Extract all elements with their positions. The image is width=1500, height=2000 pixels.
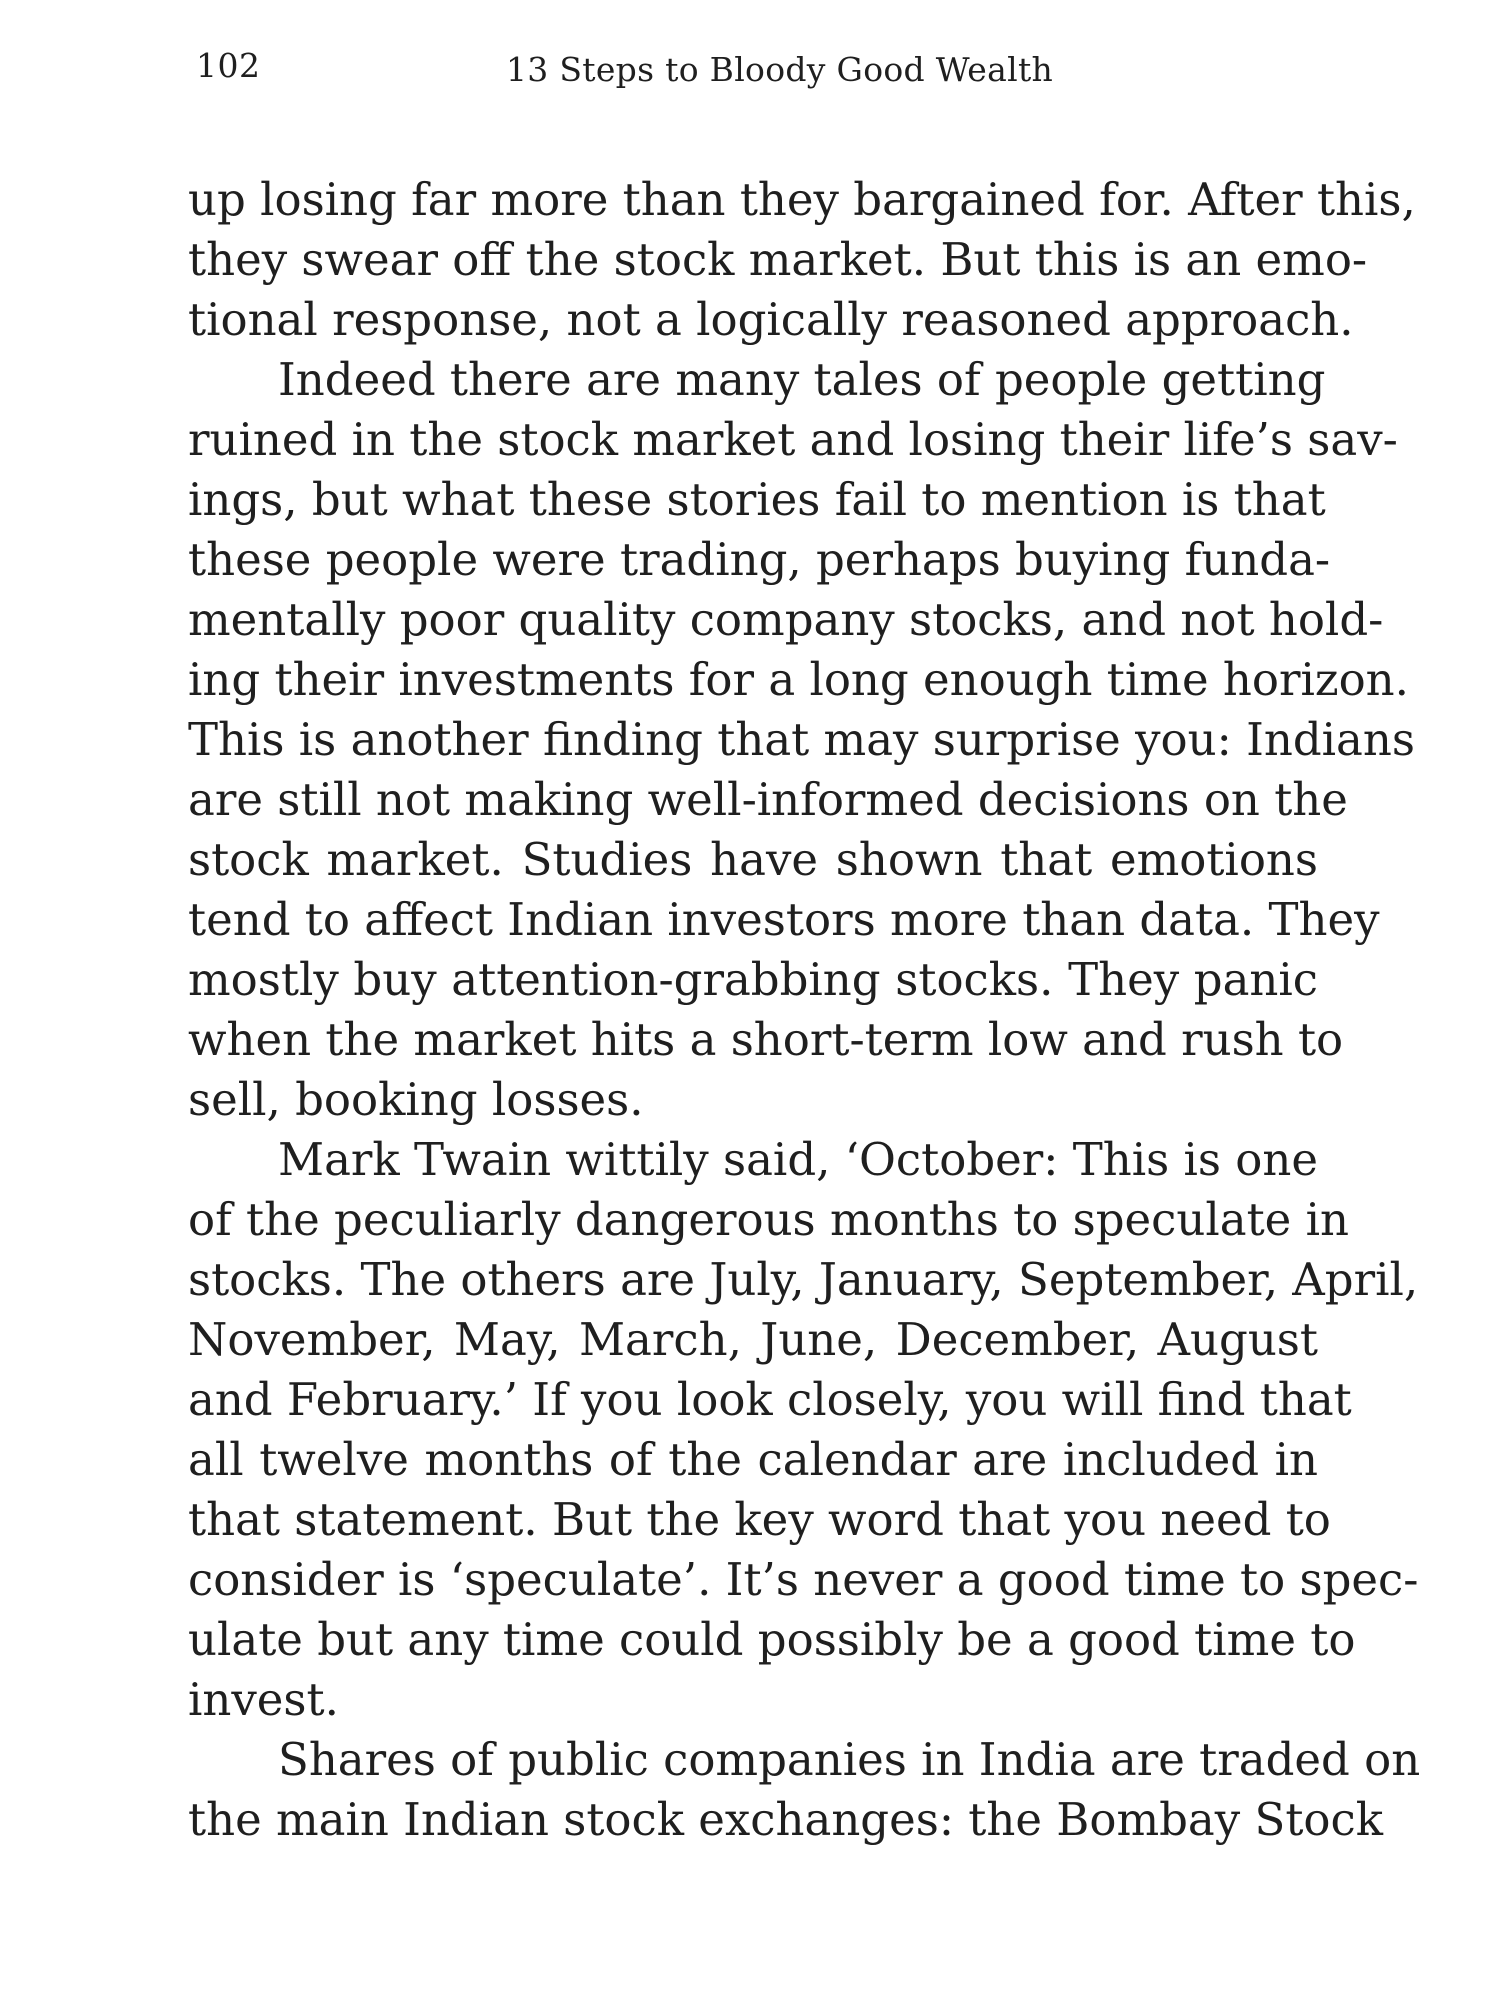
text-line: stock market. Studies have shown that emotions (188, 833, 1318, 886)
running-title: 13 Steps to Bloody Good Wealth (506, 50, 1054, 89)
text-line: mostly buy attention-grabbing stocks. They panic (188, 953, 1318, 1006)
text-line: are still not making well-informed decisions on the (188, 773, 1348, 826)
text-line: ruined in the stock market and losing their life’s sav- (188, 413, 1398, 466)
page-number: 102 (196, 46, 261, 85)
text-line: all twelve months of the calendar are included in (188, 1433, 1318, 1486)
text-line: ings, but what these stories fail to mention is that (188, 473, 1326, 526)
text-line: that statement. But the key word that you need to (188, 1493, 1331, 1546)
text-line: invest. (188, 1673, 339, 1726)
text-line: ulate but any time could possibly be a good time to (188, 1613, 1356, 1666)
text-line: and February.’ If you look closely, you will find that (188, 1373, 1352, 1426)
text-line: mentally poor quality company stocks, and not hold- (188, 593, 1384, 646)
text-line: This is another finding that may surprise you: Indians (188, 713, 1415, 766)
text-line: November, May, March, June, December, August (188, 1313, 1318, 1366)
text-line: Mark Twain wittily said, ‘October: This is one (278, 1133, 1319, 1186)
text-line: stocks. The others are July, January, September, April, (188, 1253, 1419, 1306)
text-line: the main Indian stock exchanges: the Bombay Stock (188, 1793, 1383, 1846)
text-line: sell, booking losses. (188, 1073, 644, 1126)
text-line: Indeed there are many tales of people getting (278, 353, 1326, 406)
text-line: Shares of public companies in India are traded on (278, 1733, 1421, 1786)
text-line: tional response, not a logically reasoned approach. (188, 293, 1354, 346)
running-header (196, 36, 1316, 96)
body-text (188, 170, 1421, 1850)
text-line: of the peculiarly dangerous months to speculate in (188, 1193, 1349, 1246)
text-line: tend to affect Indian investors more than data. They (188, 893, 1380, 946)
text-line: consider is ‘speculate’. It’s never a good time to spec- (188, 1553, 1419, 1606)
text-line: ing their investments for a long enough time horizon. (188, 653, 1409, 706)
text-line: they swear off the stock market. But this is an emo- (188, 233, 1368, 286)
text-line: when the market hits a short-term low and rush to (188, 1013, 1344, 1066)
text-line: these people were trading, perhaps buying funda- (188, 533, 1331, 586)
text-line: up losing far more than they bargained for. After this, (188, 173, 1416, 226)
